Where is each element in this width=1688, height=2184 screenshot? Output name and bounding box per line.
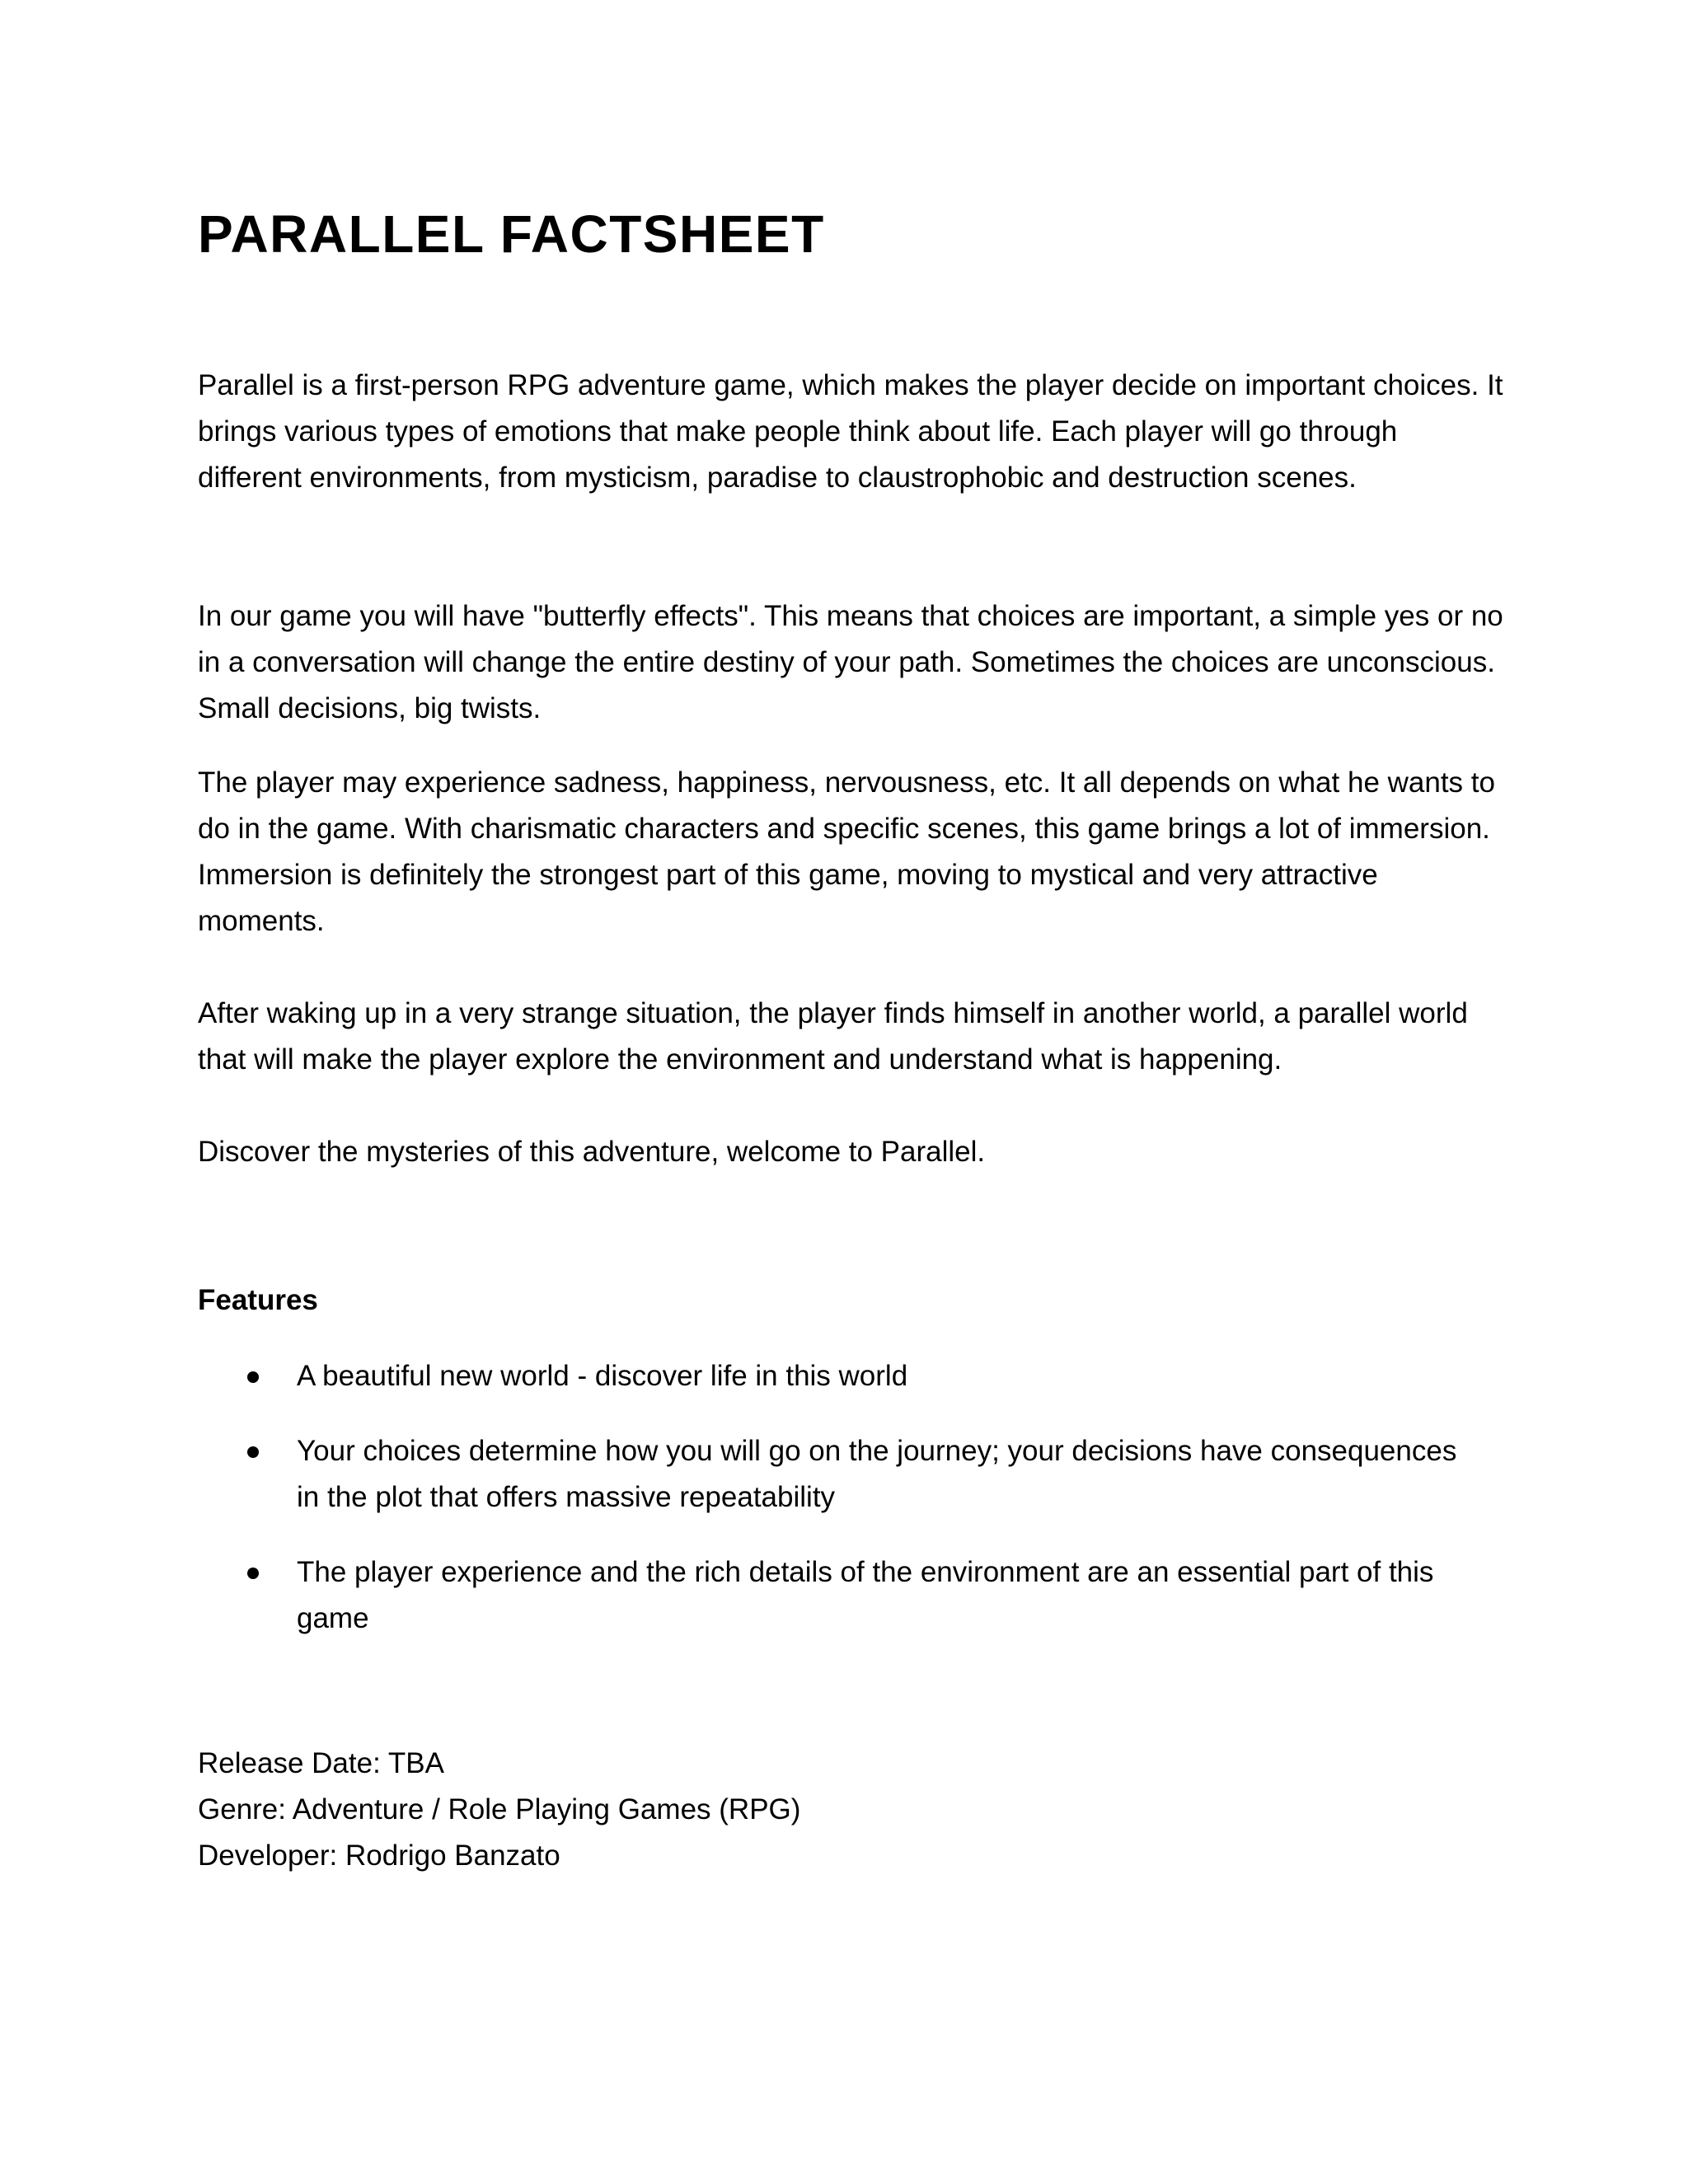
feature-list-item	[297, 1353, 1484, 1399]
developer-line: Developer: Rodrigo Banzato	[198, 1840, 560, 1872]
bullet-icon	[247, 1371, 259, 1383]
genre-line: Genre: Adventure / Role Playing Games (RPG)	[198, 1793, 801, 1825]
butterfly-effects-paragraph: In our game you will have "butterfly effects". This means that choices are important, a simple yes or no in a conversation will change the entire destiny of your path. Sometimes the choices are unconscious. Small decisions, big twists.	[198, 600, 1503, 724]
closing-paragraph: Discover the mysteries of this adventure, welcome to Parallel.	[198, 1136, 986, 1168]
feature-list-item	[297, 1428, 1484, 1521]
feature-text: The player experience and the rich details of the environment are an essential part of this game	[297, 1556, 1434, 1634]
story-paragraph: After waking up in a very strange situation, the player finds himself in another world, a parallel world that will make the player explore the environment and understand what is happening.	[198, 997, 1468, 1076]
feature-list-item	[297, 1549, 1484, 1642]
features-heading: Features	[198, 1284, 318, 1316]
intro-paragraph: Parallel is a first-person RPG adventure game, which makes the player decide on important choices. It brings various types of emotions that make people think about life. Each player will go through different environments, from mysticism, paradise to claustrophobic and destruction scenes.	[198, 369, 1503, 494]
release-date-line: Release Date: TBA	[198, 1747, 444, 1779]
emotions-paragraph: The player may experience sadness, happiness, nervousness, etc. It all depends on what he wants to do in the game. With charismatic characters and specific scenes, this game brings a lot of immersion. Immersion is definitely the strongest part of this game, moving to mystical and very attractive moments.	[198, 766, 1495, 937]
feature-text: Your choices determine how you will go on the journey; your decisions have consequences in the plot that offers massive repeatability	[297, 1435, 1457, 1513]
feature-text: A beautiful new world - discover life in this world	[297, 1360, 908, 1392]
bullet-icon	[247, 1568, 259, 1579]
page-title: PARALLEL FACTSHEET	[198, 204, 825, 264]
bullet-icon	[247, 1446, 259, 1458]
